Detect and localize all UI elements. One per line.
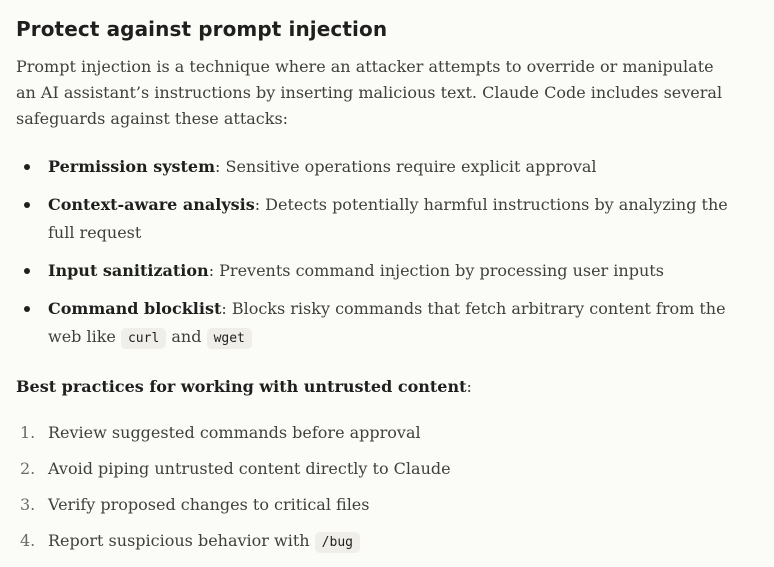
safeguard-term: Input sanitization <box>48 261 209 280</box>
inline-code-bug: /bug <box>315 532 360 553</box>
list-item <box>16 191 736 247</box>
safeguard-desc: : Blocks risky commands that fetch arbitrary content from the web like <box>48 299 726 346</box>
list-item-text: Report suspicious behavior with <box>48 531 315 550</box>
list-item-text: Verify proposed changes to critical files <box>48 495 370 514</box>
bullet-icon <box>24 306 30 312</box>
connector-text: and <box>166 327 207 346</box>
section-heading: Protect against prompt injection <box>16 17 388 41</box>
list-item-text: Avoid piping untrusted content directly to Claude <box>48 459 451 478</box>
inline-code-curl: curl <box>121 328 166 349</box>
list-item <box>16 420 736 446</box>
list-number: 4. <box>20 531 36 550</box>
safeguard-desc: : Prevents command injection by processing user inputs <box>208 261 664 280</box>
list-item <box>16 153 736 181</box>
inline-code-wget: wget <box>207 328 252 349</box>
list-item <box>16 257 736 285</box>
safeguards-list <box>16 153 736 363</box>
list-number: 1. <box>20 423 36 442</box>
safeguard-term: Context-aware analysis <box>48 195 255 214</box>
best-practices-label: Best practices for working with untrusted content <box>16 377 467 396</box>
best-practices-colon: : <box>466 377 472 396</box>
list-number: 3. <box>20 495 36 514</box>
list-item-text: Review suggested commands before approval <box>48 423 421 442</box>
list-item <box>16 456 736 482</box>
safeguard-term: Command blocklist <box>48 299 222 318</box>
best-practices-heading <box>16 374 472 400</box>
best-practices-list <box>16 420 736 566</box>
safeguard-term: Permission system <box>48 157 215 176</box>
list-item <box>16 528 736 556</box>
safeguard-desc: : Sensitive operations require explicit approval <box>215 157 597 176</box>
bullet-icon <box>24 164 30 170</box>
bullet-icon <box>24 268 30 274</box>
list-item <box>16 295 736 353</box>
intro-paragraph: Prompt injection is a technique where an attacker attempts to override or manipulate an AI assistant’s instructions by inserting malicious text. Claude Code includes several safeguards against these attacks: <box>16 57 723 128</box>
list-item <box>16 492 736 518</box>
bullet-icon <box>24 202 30 208</box>
safeguard-desc: : Detects potentially harmful instructions by analyzing the full request <box>48 195 728 242</box>
list-number: 2. <box>20 459 36 478</box>
